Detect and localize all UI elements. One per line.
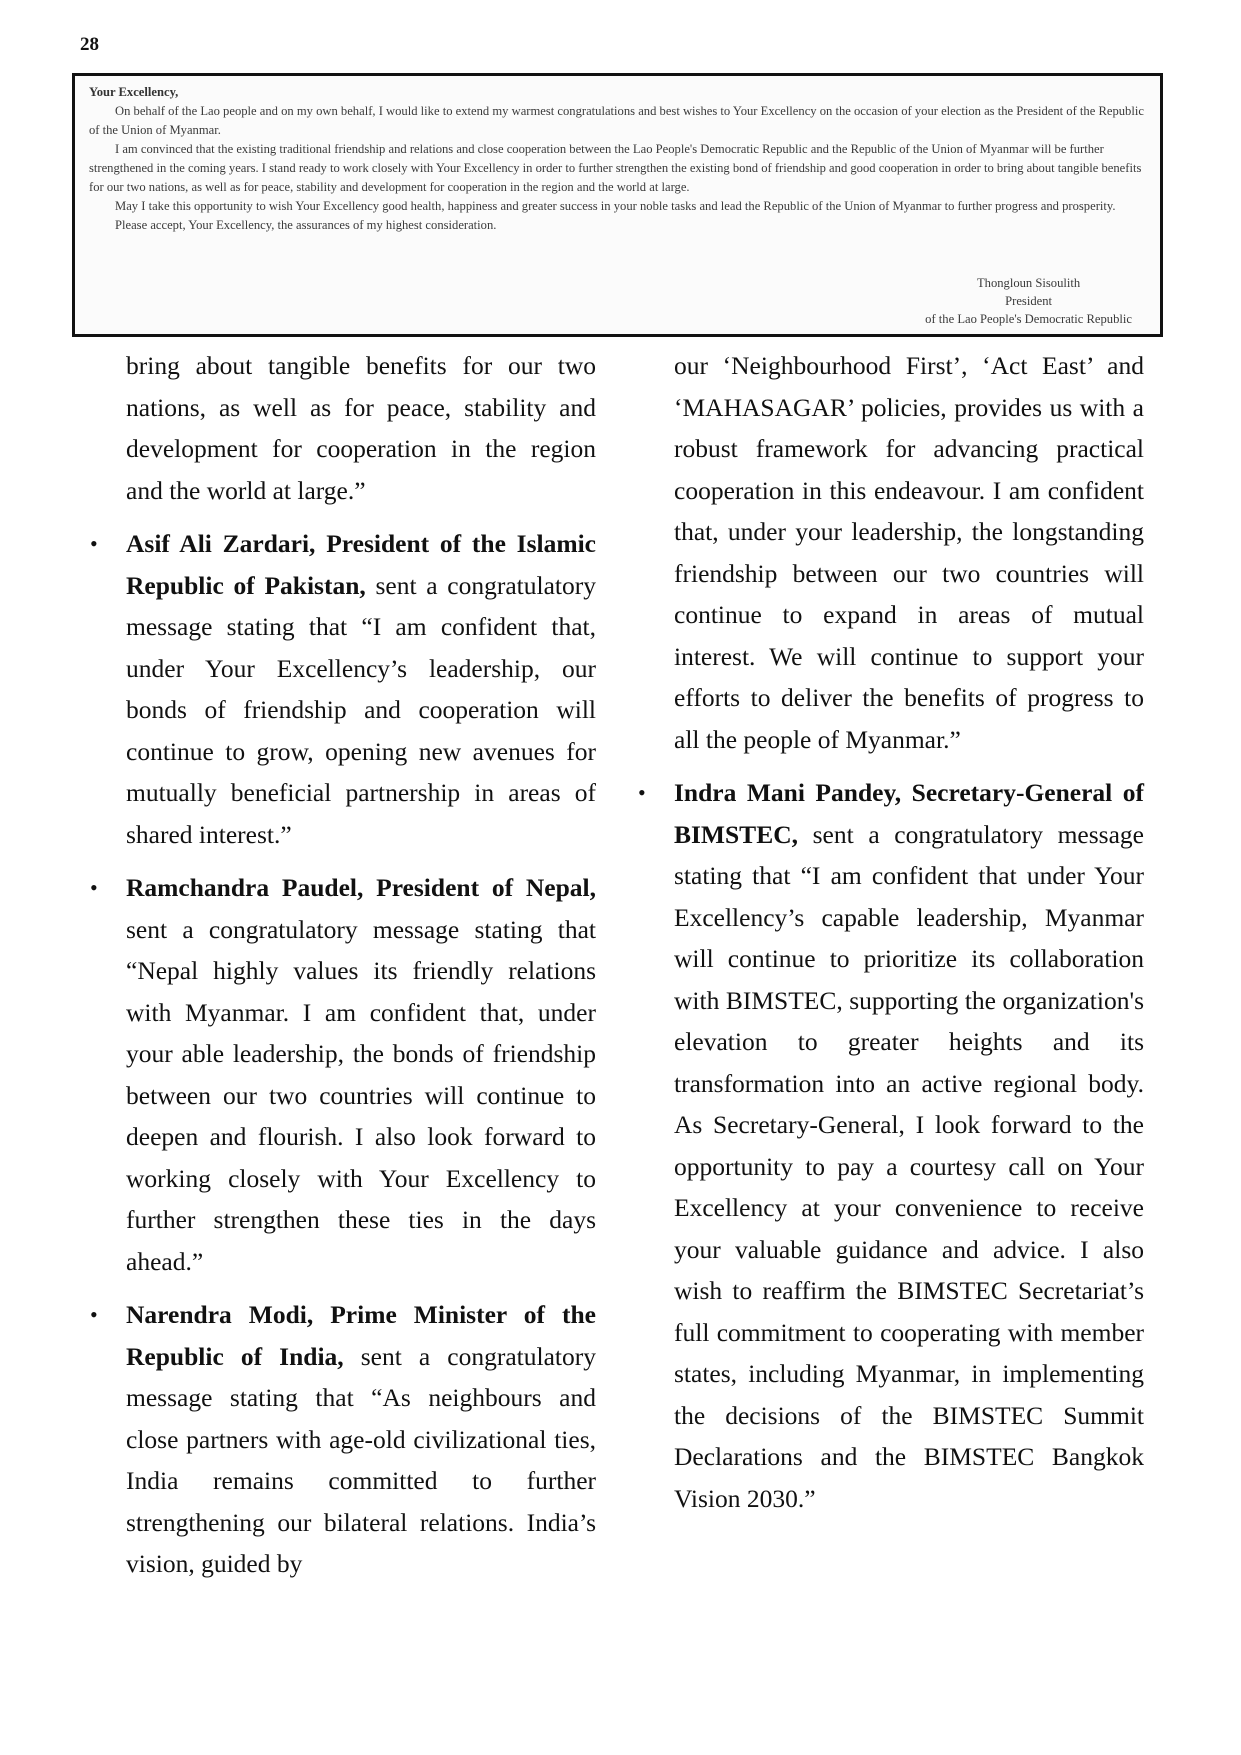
continued-paragraph: our ‘Neighbourhood First’, ‘Act East’ and ‘MAHASAGAR’ policies, provides us with a robust framework for advancing practical cooperation in this endeavour. I am confident that, under your leadership, the longstanding friendship between our two countries will continue to expand in areas of mutual interest. We will continue to support your efforts to deliver the benefits of progress to all the people of Myanmar.”: [674, 351, 1144, 754]
list-item: [90, 523, 596, 855]
bullet-icon: •: [90, 1302, 98, 1327]
bullet-icon: •: [90, 531, 98, 556]
message-text: sent a congratulatory message stating that “As neighbours and close partners with age-old civilizational ties, India remains committed to further strengthening our bilateral relations. India’s vision, guided by: [126, 1341, 596, 1578]
signatory-title: President: [1005, 294, 1052, 308]
letter-paragraph: I am convinced that the existing traditional friendship and relations and close cooperation between the Lao People's Democratic Republic and the Republic of the Union of Myanmar will be further strengthened in the coming years. I stand ready to work closely with Your Excellency in order to further strengthen the existing bond of friendship and good cooperation in order to bring about tangible benefits for our two nations, as well as for peace, stability and development for cooperation in the region and the world at large.: [89, 142, 1142, 194]
sender-name: Ramchandra Paudel, President of Nepal,: [126, 873, 596, 902]
message-text: sent a congratulatory message stating that “Nepal highly values its friendly relations with Myanmar. I am confident that, under your able leadership, the bonds of friendship between our two countries will continue to deepen and flourish. I also look forward to working closely with Your Excellency to further strengthen these ties in the days ahead.”: [126, 914, 596, 1276]
letter-paragraph: On behalf of the Lao people and on my own behalf, I would like to extend my warmest congratulations and best wishes to Your Excellency on the occasion of your election as the President of the Republic of the Union of Myanmar.: [89, 104, 1144, 137]
page-number: 28: [80, 34, 99, 55]
letter-salutation: Your Excellency,: [89, 85, 179, 99]
right-column: [638, 345, 1144, 1531]
sender-name: Narendra Modi, Prime Minister of the Republic of India,: [126, 1300, 596, 1371]
left-column: [90, 345, 596, 1597]
sender-name: Asif Ali Zardari, President of the Islamic Republic of Pakistan,: [126, 529, 596, 600]
signatory-name: Thongloun Sisoulith: [976, 276, 1081, 290]
letter-paragraph: May I take this opportunity to wish Your Excellency good health, happiness and greater success in your noble tasks and lead the Republic of the Union of Myanmar to further progress and prosperity.: [115, 199, 1116, 213]
signatory-org: of the Lao People's Democratic Republic: [925, 312, 1132, 326]
list-item: [90, 867, 596, 1282]
message-text: sent a congratulatory message stating that “I am confident that, under Your Excellency’s leadership, our bonds of friendship and cooperation will continue to grow, opening new avenues for mutually beneficial partnership in areas of shared interest.”: [126, 570, 596, 849]
letter-paragraph: Please accept, Your Excellency, the assurances of my highest consideration.: [115, 218, 497, 232]
boxed-letter-image: [72, 73, 1163, 337]
list-item: [90, 1294, 596, 1585]
bullet-icon: •: [90, 875, 98, 900]
continued-paragraph: bring about tangible benefits for our two nations, as well as for peace, stability and development for cooperation in the region and the world at large.”: [126, 351, 596, 505]
letter-signature: [925, 274, 1132, 328]
list-item: [638, 772, 1144, 1519]
message-text: sent a congratulatory message stating that “I am confident that under Your Excellency’s capable leadership, Myanmar will continue to prioritize its collaboration with BIMSTEC, supporting the organization's elevation to greater heights and its transformation into an active regional body. As Secretary-General, I look forward to the opportunity to pay a courtesy call on Your Excellency at your convenience to receive your valuable guidance and advice. I also wish to reaffirm the BIMSTEC Secretariat’s full commitment to cooperating with member states, including Myanmar, in implementing the decisions of the BIMSTEC Summit Declarations and the BIMSTEC Bangkok Vision 2030.”: [674, 819, 1144, 1513]
bullet-icon: •: [638, 780, 646, 805]
sender-name: Indra Mani Pandey, Secretary-General of BIMSTEC,: [674, 778, 1144, 849]
